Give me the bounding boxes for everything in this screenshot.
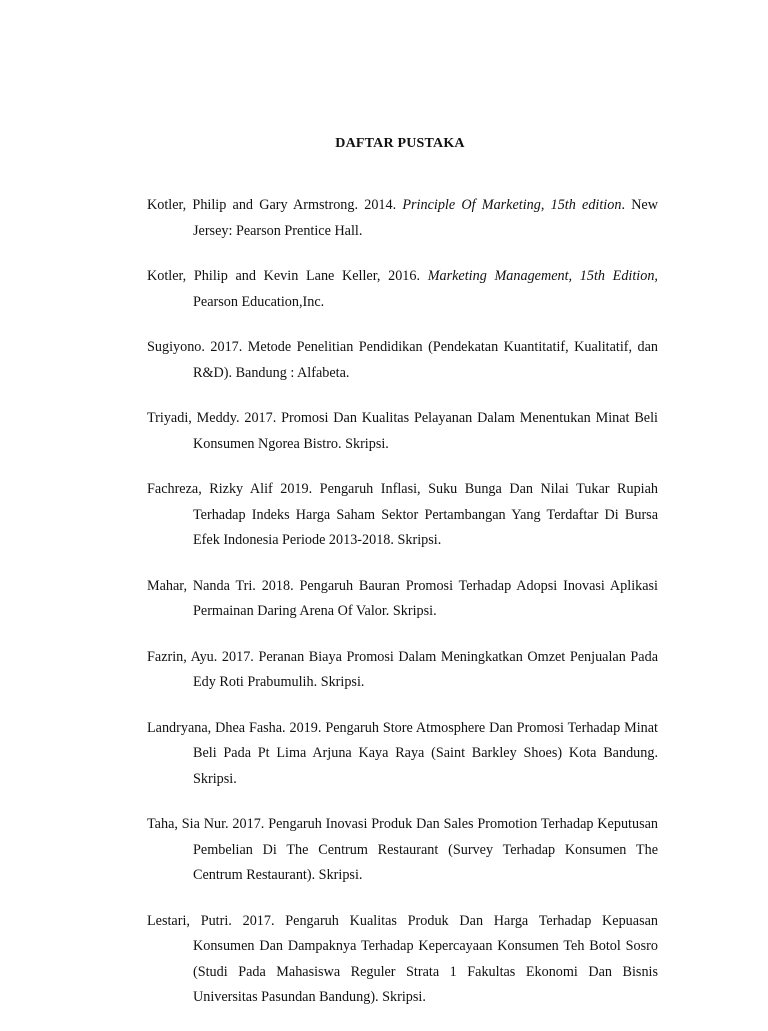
reference-text: Fachreza, Rizky Alif 2019. Pengaruh Inflasi, Suku Bunga Dan Nilai Tukar Rupiah Terhadap Indeks Harga Saham Sektor Pertambangan Yang Terdaftar Di Bursa Efek Indonesia Periode 2013-2018. Skripsi. <box>147 481 658 548</box>
reference-item <box>147 335 658 386</box>
reference-list <box>147 193 658 1031</box>
reference-text: Mahar, Nanda Tri. 2018. Pengaruh Bauran Promosi Terhadap Adopsi Inovasi Aplikasi Permainan Daring Arena Of Valor. Skripsi. <box>147 577 658 619</box>
reference-text: Landryana, Dhea Fasha. 2019. Pengaruh Store Atmosphere Dan Promosi Terhadap Minat Beli Pada Pt Lima Arjuna Kaya Raya (Saint Barkley Shoes) Kota Bandung. Skripsi. <box>147 719 658 787</box>
reference-text: Lestari, Putri. 2017. Pengaruh Kualitas Produk Dan Harga Terhadap Kepuasan Konsumen Dan Dampaknya Terhadap Kepercayaan Konsumen Teh Botol Sosro (Studi Pada Mahasiswa Reguler Strata 1 Fakultas Ekonomi Dan Bisnis Universitas Pasundan Bandung). Skripsi. <box>147 912 658 1005</box>
page-title: DAFTAR PUSTAKA <box>335 136 465 151</box>
reference-text: Kotler, Philip and Gary Armstrong. 2014. <box>147 197 403 213</box>
reference-text-tail: Pearson Education,Inc. <box>193 293 325 310</box>
reference-item <box>147 193 658 244</box>
reference-text: Fazrin, Ayu. 2017. Peranan Biaya Promosi Dalam Meningkatkan Omzet Penjualan Pada Edy Roti Prabumulih. Skripsi. <box>147 648 658 690</box>
reference-text: Sugiyono. 2017. Metode Penelitian Pendidikan (Pendekatan Kuantitatif, Kualitatif, dan R&D). Bandung : Alfabeta. <box>147 339 658 381</box>
reference-text-tail: . New Jersey: Pearson Prentice Hall. <box>193 197 658 239</box>
reference-title-italic: Principle Of Marketing, 15th edition <box>402 197 622 213</box>
reference-item <box>147 574 658 625</box>
reference-item <box>147 909 658 1011</box>
reference-text: Triyadi, Meddy. 2017. Promosi Dan Kualitas Pelayanan Dalam Menentukan Minat Beli Konsumen Ngorea Bistro. Skripsi. <box>147 410 658 452</box>
reference-text: Taha, Sia Nur. 2017. Pengaruh Inovasi Produk Dan Sales Promotion Terhadap Keputusan Pembelian Di The Centrum Restaurant (Survey Terhadap Konsumen The Centrum Restaurant). Skripsi. <box>147 816 658 883</box>
reference-title-italic: Marketing Management, 15th Edition, <box>427 268 658 284</box>
reference-text: Kotler, Philip and Kevin Lane Keller, 2016. <box>147 268 428 284</box>
reference-item <box>147 477 658 554</box>
reference-item <box>147 645 658 696</box>
reference-item <box>147 812 658 889</box>
reference-item <box>147 716 658 793</box>
reference-item <box>147 406 658 457</box>
reference-item <box>147 264 658 315</box>
